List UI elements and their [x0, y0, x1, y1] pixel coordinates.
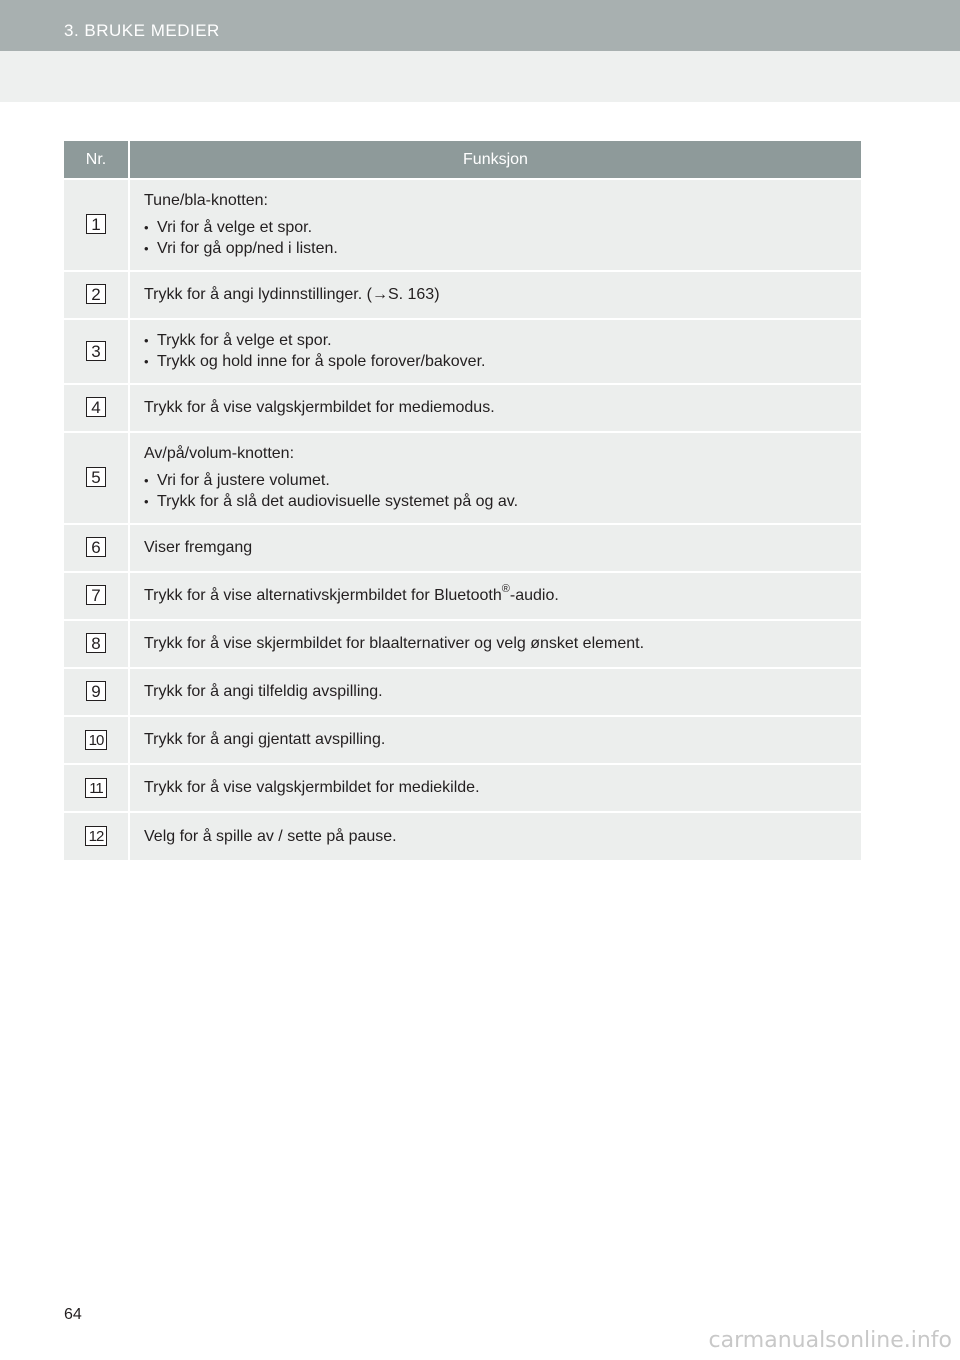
page-number: 64: [64, 1306, 82, 1323]
table-row: [64, 319, 861, 384]
table-row: [64, 572, 861, 620]
row-number-cell: [64, 572, 129, 620]
number-badge: 12: [85, 826, 107, 846]
bullet-icon: •: [144, 333, 149, 348]
row-number-cell: [64, 524, 129, 572]
row-number-cell: [64, 620, 129, 668]
page-reference: S. 163): [387, 286, 440, 303]
bullet-text: Vri for gå opp/ned i listen.: [157, 240, 338, 257]
function-text: Trykk for å angi tilfeldig avspilling.: [144, 683, 383, 700]
bullet-icon: •: [144, 241, 149, 256]
function-cell: [129, 764, 861, 812]
number-badge: 4: [86, 397, 106, 417]
row-number-cell: [64, 384, 129, 432]
function-text-suffix: -audio.: [509, 587, 559, 604]
bullet-text: Vri for å justere volumet.: [157, 472, 330, 489]
row-number-cell: [64, 812, 129, 860]
table-row: [64, 384, 861, 432]
bullet-text: Vri for å velge et spor.: [157, 219, 313, 236]
bullet-item: [144, 351, 847, 372]
bullet-text: Trykk og hold inne for å spole forover/bakover.: [157, 353, 486, 370]
function-cell: [129, 271, 861, 319]
arrow-right-icon: →: [371, 286, 388, 303]
number-badge: 3: [86, 341, 106, 361]
function-text: Trykk for å vise valgskjermbildet for mediekilde.: [144, 779, 480, 796]
row-number-cell: [64, 716, 129, 764]
function-cell: [129, 620, 861, 668]
row-number-cell: [64, 179, 129, 271]
bullet-icon: •: [144, 220, 149, 235]
number-badge: 11: [85, 778, 107, 798]
bullet-text: Trykk for å velge et spor.: [157, 332, 332, 349]
bullet-icon: •: [144, 354, 149, 369]
function-text: Trykk for å angi gjentatt avspilling.: [144, 731, 386, 748]
number-badge: 8: [86, 633, 106, 653]
function-text: Viser fremgang: [144, 539, 253, 556]
function-table: [64, 141, 861, 860]
table-row: [64, 716, 861, 764]
table-header-row: [64, 141, 861, 179]
bullet-item: [144, 330, 847, 351]
bullet-icon: •: [144, 494, 149, 509]
number-badge: 5: [86, 467, 106, 487]
number-badge: 10: [85, 730, 107, 750]
bullet-item: [144, 238, 847, 259]
function-cell: [129, 319, 861, 384]
bullet-item: [144, 217, 847, 238]
table-row: [64, 620, 861, 668]
function-text: Trykk for å vise valgskjermbildet for mediemodus.: [144, 399, 495, 416]
number-badge: 7: [86, 585, 106, 605]
table-row: [64, 432, 861, 524]
column-header-function: Funksjon: [129, 141, 861, 179]
function-text: Trykk for å vise alternativskjermbildet for Bluetooth: [144, 587, 502, 604]
chapter-header-bar: [0, 0, 960, 51]
header-band: [0, 51, 960, 102]
row-number-cell: [64, 319, 129, 384]
table-row: [64, 271, 861, 319]
function-text: Trykk for å vise skjermbildet for blaalternativer og velg ønsket element.: [144, 635, 645, 652]
table-row: [64, 179, 861, 271]
function-heading: Av/på/volum-knotten:: [144, 445, 295, 462]
watermark: carmanualsonline.info: [708, 1328, 952, 1353]
registered-mark: ®: [501, 582, 510, 595]
bullet-item: [144, 470, 847, 491]
function-cell: [129, 384, 861, 432]
column-header-nr: Nr.: [64, 141, 129, 179]
table-row: [64, 668, 861, 716]
number-badge: 9: [86, 681, 106, 701]
function-text: Trykk for å angi lydinnstillinger. (: [144, 286, 372, 303]
bullet-text: Trykk for å slå det audiovisuelle systemet på og av.: [157, 493, 519, 510]
function-cell: [129, 179, 861, 271]
table-row: [64, 812, 861, 860]
row-number-cell: [64, 764, 129, 812]
bullet-icon: •: [144, 473, 149, 488]
row-number-cell: [64, 271, 129, 319]
number-badge: 1: [86, 214, 106, 234]
function-cell: [129, 812, 861, 860]
function-cell: [129, 572, 861, 620]
number-badge: 6: [86, 537, 106, 557]
bullet-item: [144, 491, 847, 512]
table-row: [64, 764, 861, 812]
function-cell: [129, 524, 861, 572]
function-cell: [129, 432, 861, 524]
function-cell: [129, 716, 861, 764]
function-heading: Tune/bla-knotten:: [144, 192, 268, 209]
chapter-title: 3. BRUKE MEDIER: [64, 21, 220, 40]
table-row: [64, 524, 861, 572]
row-number-cell: [64, 432, 129, 524]
row-number-cell: [64, 668, 129, 716]
number-badge: 2: [86, 284, 106, 304]
function-text: Velg for å spille av / sette på pause.: [144, 827, 397, 845]
function-cell: [129, 668, 861, 716]
